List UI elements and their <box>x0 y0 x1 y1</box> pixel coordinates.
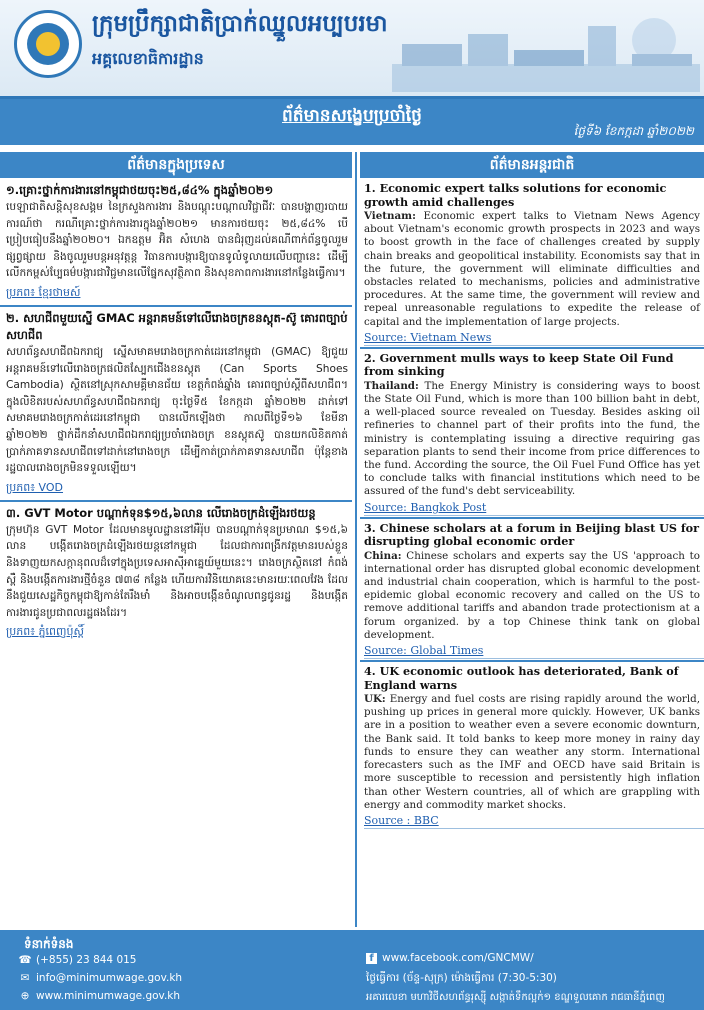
article-title: ២. សហជីពមួយស្នើ GMAC អន្តរាគមន៍ទៅលើរោងចក្រខនស្តុត-ស៊ូ គោរពច្បាប់សហជីព <box>6 310 348 342</box>
article-source-link[interactable]: ប្រភព៖ VOD <box>6 480 64 494</box>
website-row <box>18 990 180 1002</box>
facebook-link[interactable]: www.facebook.com/GNCMW/ <box>382 952 534 964</box>
organization-title: ក្រុមប្រឹក្សាជាតិប្រាក់ឈ្នួលអប្បបរមា <box>92 11 388 37</box>
article-title: 4. UK economic outlook has deteriorated, Bank of England warns <box>364 664 679 692</box>
article-body: ក្រុមហ៊ុន GVT Motor ដែលមានមូលដ្ឋាននៅអឺរ៉ុប បានបណ្តាក់ទុនប្រមាណ $១៥,៦ លាន បង្កើតរោងចក្រដំឡើងរថយន្តនៅកម្ពុជា ដែលជាការពង្រីកវត្តមានរបស់ខ្លួន និងទាញយកសក្តានុពលដ៏ទៅក្នុងប្រទេសអាស៊ីអាគ្នេយ៍មួយនេះ។ រោងចក្រស្ថិតនៅ កំពង់ស្ពឺ និងបង្កើតការងារថ្មីចំនួន ៧៣៨ កន្លែង ហើយការវិនិយោគនេះមានរយៈពេលវែង ដែលនឹងជួយសេដ្ឋកិច្ចកម្ពុជាឱ្យកាន់តែរឹងមាំ និងអាចបង្កើនចំណូលពន្ធជូនរដ្ឋ និងបង្កើតការងារជូនប្រជាពលរដ្ឋផងដែរ។ <box>6 523 348 619</box>
website-link[interactable]: www.minimumwage.gov.kh <box>36 990 181 1002</box>
domestic-news-column <box>0 152 352 644</box>
article-source-link[interactable]: Source: Global Times <box>364 644 704 659</box>
facebook-row <box>366 952 534 964</box>
domestic-article <box>0 505 352 641</box>
article-country: China: <box>364 549 402 562</box>
contact-footer <box>0 930 704 1010</box>
article-body <box>364 693 700 812</box>
newsletter-date: ថ្ងៃទី៦ ខែកក្កដា ឆ្នាំ២០២២ <box>573 124 694 138</box>
article-body <box>364 380 700 499</box>
article-text: Chinese scholars and experts say the US 'approach to international order has disrupted global economic development and industrial chain cooperation, which is harmful to the post-epidemic global economic recovery and called on the US to remove additional tariffs and abandon trade protectionism at a forum organized. by a top Chinese think tank on global development. <box>364 549 700 641</box>
organization-logo <box>14 10 82 78</box>
international-article <box>360 665 704 829</box>
article-source-link[interactable]: Source: Vietnam News <box>364 331 704 346</box>
office-address: អគារលេខា មហាវិថីសហព័ន្ធរុស្ស៊ី សង្កាត់ទឹកល្អក់១ ខណ្ឌទួលគោក រាជធានីភ្នំពេញ <box>366 992 665 1003</box>
facebook-icon: f <box>366 953 377 964</box>
phone-number[interactable]: (+855) 23 844 015 <box>36 954 137 966</box>
international-news-heading: ព័ត៌មានអន្តរជាតិ <box>360 152 704 178</box>
email-icon: ✉ <box>20 972 30 984</box>
contact-heading: ទំនាក់ទំនង <box>24 937 74 951</box>
header-illustration <box>392 4 700 92</box>
organization-subtitle: អគ្គលេខាធិការដ្ឋាន <box>92 49 204 68</box>
international-news-column <box>360 152 704 829</box>
international-article <box>360 352 704 519</box>
header <box>0 0 704 99</box>
international-article <box>360 522 704 662</box>
domestic-article <box>0 310 352 496</box>
international-article <box>360 182 704 349</box>
article-text: Energy and fuel costs are rising rapidly around the world, pushing up prices in general more quickly. However, UK banks are in a position to weather even a severe economic downturn, the Bank said. It told banks to keep more money in rainy day funds to ensure they can weather any storm. International forecasters such as the IMF and OECD have said Britain is more susceptible to recession and persistently high inflation than other Western countries, all of which are grappling with energy and commodity market shocks. <box>364 693 700 811</box>
globe-icon: ⊕ <box>20 990 30 1002</box>
email-row <box>18 972 182 984</box>
office-hours: ថ្ងៃធ្វើការ (ច័ន្ទ-សុក្រ) ម៉ោងធ្វើការ (7:30-5:30) <box>366 972 557 984</box>
article-country: Thailand: <box>364 379 419 392</box>
phone-icon: ☎ <box>18 954 32 966</box>
domestic-article <box>0 182 352 301</box>
newsletter-title: ព័ត៌មានសង្ខេបប្រចាំថ្ងៃ <box>282 106 422 126</box>
divider <box>0 500 352 502</box>
newsletter-banner <box>0 99 704 145</box>
divider <box>0 305 352 307</box>
article-body <box>364 550 700 642</box>
article-country: Vietnam: <box>364 210 416 222</box>
article-country: UK: <box>364 693 386 706</box>
article-body <box>364 210 700 329</box>
article-text: The Energy Ministry is considering ways to boost the State Oil Fund, which is more than 100 billion baht in debt, a well-placed source revealed on Tuesday. Besides asking oil refineries to channel part of their profits into the fund, the ministry is contemplating issuing a directive requiring gas separation plants to send their income from price differences to the fund. According the source, the Oil Fuel Fund Office has yet to conclude talks with financial institutions which need to be assured of the fund's debt serviceability. <box>364 379 700 498</box>
email-link[interactable]: info@minimumwage.gov.kh <box>36 972 183 984</box>
article-title: ១.គ្រោះថ្នាក់ការងារនៅកម្ពុជាថយចុះ២៥,៨៤% ក្នុងឆ្នាំ២០២១ <box>6 183 274 197</box>
article-title: 1. Economic expert talks solutions for economic growth amid challenges <box>364 181 667 209</box>
phone-row <box>18 954 137 966</box>
domestic-news-heading: ព័ត៌មានក្នុងប្រទេស <box>0 152 352 178</box>
article-title: 2. Government mulls ways to keep State Oil Fund from sinking <box>364 350 674 379</box>
article-body: បេឡាជាតិសន្តិសុខសង្គម នៃក្រសួងការងារ និងបណ្តុះបណ្តាលវិជ្ជាជីវៈ បានបង្ហាញរបាយការណ៍ថា ករណីគ្រោះថ្នាក់ការងារក្នុងឆ្នាំ២០២១ មានការថយចុះ ២៥,៨៤% បើប្រៀបធៀបនឹងឆ្នាំ២០២០។ ឯកឧត្តម អ៊ិត សំហេង បានជំរុញដល់គណីពាក់ព័ន្ធចូលរួមផ្សព្វផ្សាយ និងចូលរួមបន្តអនុវត្តន្ត វិធានការបង្ការឱ្យបានទូលំទូលាយលើបញ្ហានេះ ដើម្បីលើកកម្ពស់ប្បែធម៌បង្ការជាវិជ្ជមានលើផ្នែកសុវត្ថិភាព និងសុខភាពការងារនៅកន្លែងធ្វើការ។ <box>6 201 348 280</box>
article-source-link[interactable]: ប្រភព៖ ភ្នំពេញប៉ុស្តិ៍ <box>6 625 84 639</box>
article-source-link[interactable]: Source : BBC <box>364 814 704 829</box>
column-divider <box>355 152 357 927</box>
article-source-link[interactable]: Source: Bangkok Post <box>364 501 704 516</box>
article-text: Economic expert talks to Vietnam News Agency about Vietnam's economic growth prospects in 2023 and ways to boost growth in the face of challenges created by supply chain breaks and geopolitical instability. Economists say that in the future, the government will eliminate difficulties and obstacles related to mechanisms, policies and administrative procedures. At the same time, the government will review and repeal unreasonable regulations to expedite the release of capital and the implementation of large projects. <box>364 210 700 328</box>
article-title: 3. Chinese scholars at a forum in Beijing blast US for disrupting global economic order <box>364 520 700 549</box>
article-title: ៣. GVT Motor បណ្តាក់ទុន$១៥,៦លាន លើរោងចក្រដំឡើងរថយន្ត <box>6 505 316 520</box>
article-body: សហព័ន្ធសហជីពឯករាជ្យ ស្នើសមាគមរោងចក្រកាត់ដេរនៅកម្ពុជា (GMAC) ឱ្យជួយអន្តរាគមន៍ទៅលើរោងចក្រផលិតស្បែកជើងខនស្តុត (Can Sports Shoes Cambodia) ស្ថិតនៅស្រុកសាមគ្គីមានជ័យ ខេត្តកំពង់ឆ្នាំង គោរពច្បាប់ស្តីពីសហជីព។ក្នុងលិខិតរបស់សហព័ន្ធសហជីពឯករាជ្យ ចុះថ្ងៃទី៥ ខែកក្កដា ឆ្នាំ២០២២ ដាក់ទៅសមាគមរោងចក្រកាត់ដេរនៅកម្ពុជា បានលើកឡើងថា កាលពីថ្ងៃទី១៦ ខែមីនា ឆ្នាំ២០២២ ថ្នាក់ដឹកនាំសហជីពឯករាជ្យប្រចាំរោងចក្រ ខនស្តុតស៊ូ បានយកលិខិតកាត់ប្រាក់ភាគទានសហជីពទៅដាក់នៅរោងចក្រ ដើម្បីកាត់ប្រាក់ភាគទានសហជីព ប៉ុន្តែខាងរដ្ឋបាលរោងចក្រមិនទទួលឡើយ។ <box>6 345 348 475</box>
article-source-link[interactable]: ប្រភព៖ ខ្មែរថាមស៍ <box>6 285 81 299</box>
